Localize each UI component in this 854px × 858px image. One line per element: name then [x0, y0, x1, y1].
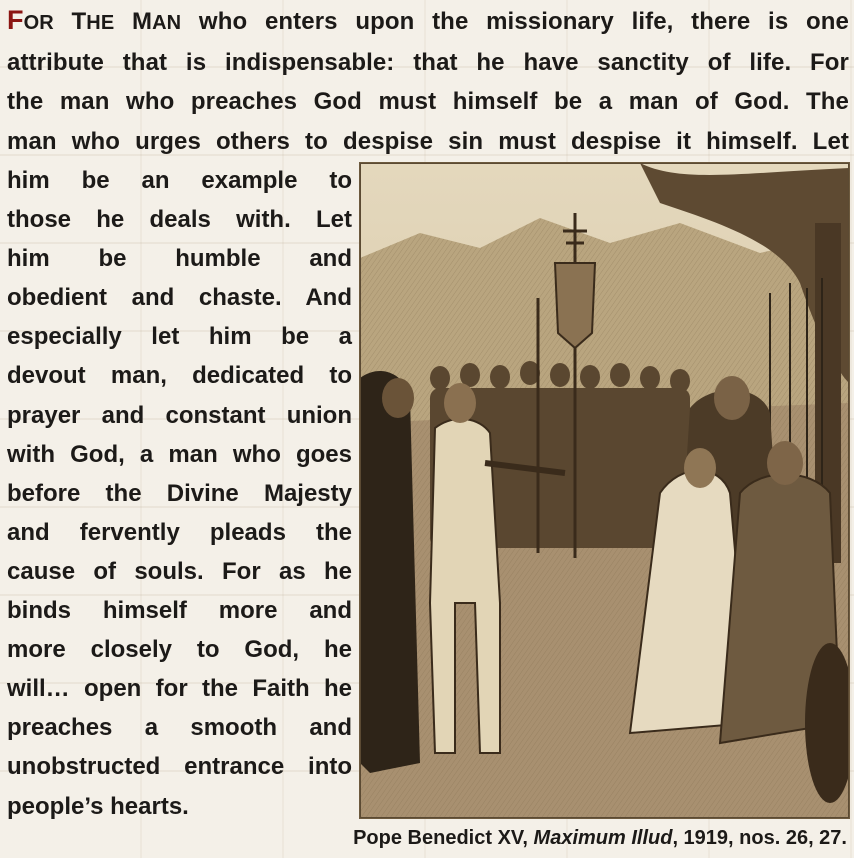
quote-line-3: the man who preaches God must himself be a man of God. The: [7, 88, 849, 116]
small-caps-or: OR: [23, 12, 54, 34]
citation: [353, 823, 847, 853]
initial-t: T: [71, 8, 87, 35]
engraving-svg: [360, 163, 849, 818]
column-line: him be an example to: [7, 167, 352, 194]
column-line: cause of souls. For as he: [7, 557, 352, 585]
quote-top-block: [7, 1, 849, 161]
citation-author: Pope Benedict XV,: [353, 827, 534, 849]
column-line: those he deals with. Let: [7, 206, 352, 234]
quote-line-2: attribute that is indispensable: that he have sanctity of life. For: [7, 49, 849, 77]
engraving-illustration: [359, 162, 850, 819]
banner: [555, 263, 595, 348]
column-line: more closely to God, he: [7, 636, 352, 664]
quote-column: [7, 161, 352, 826]
column-line: and fervently pleads the: [7, 518, 352, 546]
column-line: before the Divine Majesty: [7, 479, 352, 507]
column-line: people’s hearts.: [7, 792, 189, 820]
column-line: will… open for the Faith he: [7, 675, 352, 703]
column-line: especially let him be a: [7, 323, 352, 351]
column-line: binds himself more and: [7, 597, 352, 625]
drop-cap: F: [7, 5, 24, 35]
citation-work: Maximum Illud: [533, 827, 673, 849]
column-line: obedient and chaste. And: [7, 284, 352, 312]
column-line: unobstructed entrance into: [7, 753, 352, 781]
column-line: with God, a man who goes: [7, 440, 352, 468]
column-line: prayer and constant union: [7, 401, 352, 429]
column-line: him be humble and: [7, 245, 352, 273]
column-line: preaches a smooth and: [7, 714, 352, 742]
small-caps-he: HE: [86, 12, 115, 34]
quote-line-4: man who urges others to despise sin must despise it himself. Let: [7, 127, 849, 155]
initial-m: M: [132, 8, 153, 35]
column-line: devout man, dedicated to: [7, 362, 352, 390]
quote-line-1: [7, 1, 849, 43]
citation-details: , 1919, nos. 26, 27.: [672, 827, 847, 849]
small-caps-an: AN: [152, 12, 182, 34]
quote-line-1-rest: who enters upon the missionary life, there is one: [181, 8, 849, 35]
